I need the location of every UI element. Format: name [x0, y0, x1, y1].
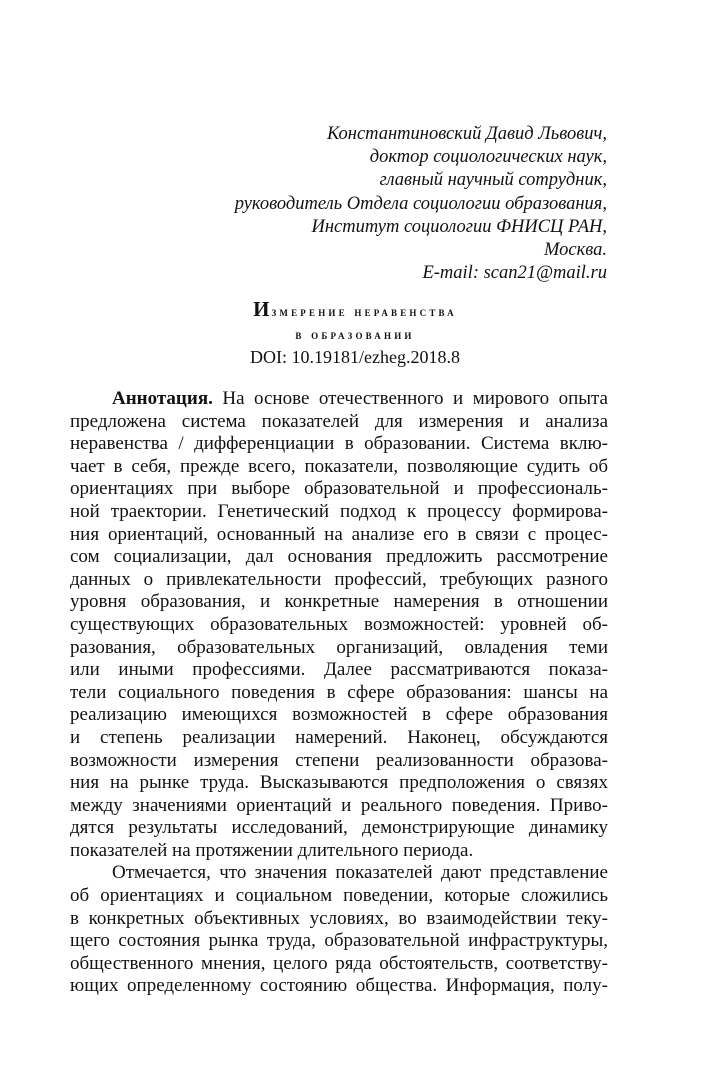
abstract-line: ной траектории. Генетический подход к процессу формирова-: [70, 500, 608, 522]
abstract-line: дятся результаты исследований, демонстрирующие динамику: [70, 817, 608, 839]
abstract-line: предложена система показателей для измерения и анализа: [70, 410, 608, 432]
abstract-line: реализацию имеющихся возможностей в сфере образования: [70, 704, 608, 726]
abstract-line: и степень реализации намерений. Наконец, обсуждаются: [70, 726, 608, 748]
abstract-line: или иными профессиями. Далее рассматриваются показа-: [70, 659, 608, 681]
paragraph-line: Отмечается, что значения показателей дают представление: [112, 862, 608, 884]
abstract-line: уровня образования, и конкретные намерения в отношении: [70, 591, 608, 613]
title-initial: И: [253, 297, 272, 321]
author-position: главный научный сотрудник,: [379, 170, 607, 191]
author-institute: Институт социологии ФНИСЦ РАН,: [311, 216, 607, 237]
title-line-2: в образовании: [295, 327, 415, 342]
abstract-line: ориентациях при выборе образовательной и профессиональ-: [70, 478, 608, 500]
abstract-label: Аннотация.: [112, 388, 213, 409]
author-department: руководитель Отдела социологии образования,: [234, 193, 607, 214]
title-line-1-rest: змерение неравенства: [271, 304, 457, 319]
abstract-line: между значениями ориентаций и реального поведения. Приво-: [70, 794, 608, 816]
abstract-line: Аннотация. На основе отечественного и мирового опыта: [112, 388, 608, 409]
abstract-line: ния на рынке труда. Высказываются предположения о связях: [70, 772, 608, 794]
abstract-line: чает в себя, прежде всего, показатели, позволяющие судить об: [70, 455, 608, 477]
paragraph-line: об ориентациях и социальном поведении, которые сложились: [70, 885, 608, 907]
paragraph-line: ющих определенному состоянию общества. Информация, полу-: [70, 975, 608, 997]
abstract-line: показателей на протяжении длительного периода.: [70, 839, 474, 861]
author-name: Константиновский Давид Львович,: [326, 124, 607, 144]
abstract-line: неравенства / дифференциации в образовании. Система вклю-: [70, 433, 608, 455]
doi: DOI: 10.19181/ezheg.2018.8: [250, 347, 460, 367]
author-degree: доктор социологических наук,: [369, 147, 607, 168]
author-email: E-mail: scan21@mail.ru: [422, 263, 607, 284]
author-city: Москва.: [543, 240, 607, 261]
abstract-line: возможности измерения степени реализованности образова-: [70, 749, 608, 771]
body-text: [70, 388, 608, 998]
paragraph-line: в конкретных объективных условиях, во взаимодействии теку-: [70, 907, 608, 929]
abstract-line: данных о привлекательности профессий, требующих разного: [70, 568, 608, 590]
abstract-line: разования, образовательных организаций, овладения теми: [70, 636, 608, 658]
article-title: [0, 298, 710, 369]
abstract-line: сом социализации, дал основания предложить рассмотрение: [70, 546, 608, 568]
abstract-line: существующих образовательных возможностей: уровней об-: [70, 613, 608, 635]
abstract-line: тели социального поведения в сфере образования: шансы на: [70, 681, 608, 703]
paragraph-line: щего состояния рынка труда, образовательной инфраструктуры,: [70, 930, 608, 952]
title-line-1: [0, 298, 710, 323]
paragraph-line: общественного мнения, целого ряда обстоятельств, соответству-: [70, 952, 608, 974]
abstract-line: ния ориентаций, основанный на анализе его в связи с процес-: [70, 523, 608, 545]
author-info: [235, 123, 607, 285]
